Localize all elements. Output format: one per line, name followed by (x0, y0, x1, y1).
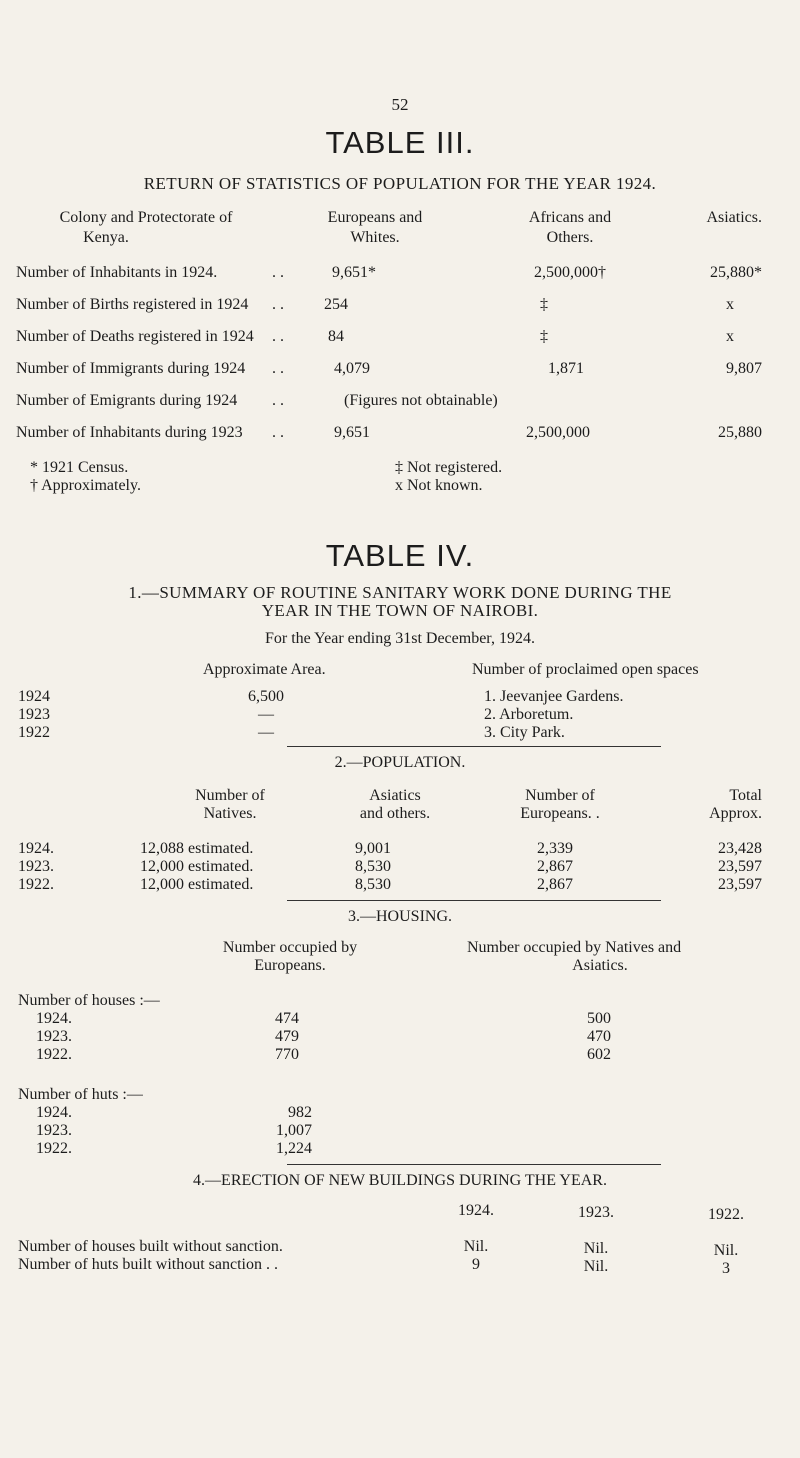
table3-head-europeans: Europeans and (327, 209, 423, 226)
pop-head-total: Total (729, 787, 762, 804)
table3-row-dots: . . (272, 296, 284, 313)
footnote: * 1921 Census. (30, 459, 129, 476)
pop-total: 23,597 (718, 858, 762, 875)
pop-europeans: 2,867 (537, 858, 573, 875)
divider (287, 746, 661, 747)
open-space-item: 2. Arboretum. (484, 706, 574, 723)
table3-row-dots: . . (272, 424, 284, 441)
open-space-item: 3. City Park. (484, 724, 565, 741)
table3-cell-europeans: 9,651 (334, 424, 370, 441)
table3-row-dots: . . (272, 264, 284, 281)
houses-year: 1924. (36, 1010, 72, 1027)
pop-asiatics: 8,530 (355, 858, 391, 875)
footnote: ‡ Not registered. (395, 459, 503, 476)
housing-title: 3.—HOUSING. (348, 908, 452, 925)
table3-row-note: (Figures not obtainable) (344, 392, 498, 409)
table4-heading-line1: 1.—SUMMARY OF ROUTINE SANITARY WORK DONE DURING THE (128, 583, 672, 602)
table3-cell-europeans: 84 (328, 328, 344, 345)
area-value: — (258, 706, 274, 723)
houses-year: 1922. (36, 1046, 72, 1063)
divider (287, 900, 661, 901)
area-year: 1924 (18, 688, 50, 705)
houses-natives: 500 (587, 1010, 611, 1027)
housing-head-europeans: Number occupied by (222, 939, 358, 956)
table3-cell-asiatics: 9,807 (726, 360, 762, 377)
table3-row-label: Number of Emigrants during 1924 (16, 392, 238, 409)
pop-head-asiatics-2: and others. (359, 805, 431, 822)
erection-year: 1922. (708, 1206, 744, 1223)
table4-heading-line2: YEAR IN THE TOWN OF NAIROBI. (261, 601, 539, 620)
table3-row-label: Number of Inhabitants during 1923 (16, 424, 243, 441)
pop-head-asiatics: Asiatics (369, 787, 421, 804)
area-value: 6,500 (248, 688, 284, 705)
pop-europeans: 2,339 (537, 840, 573, 857)
open-spaces-head: Number of proclaimed open spaces (472, 661, 699, 678)
erection-value: 3 (722, 1260, 730, 1277)
huts-europeans: 1,224 (276, 1140, 312, 1157)
houses-europeans: 474 (275, 1010, 299, 1027)
table3-row-label: Number of Immigrants during 1924 (16, 360, 246, 377)
pop-asiatics: 9,001 (355, 840, 391, 857)
table3-row-dots: . . (272, 328, 284, 345)
houses-year: 1923. (36, 1028, 72, 1045)
erection-value: 9 (472, 1256, 480, 1273)
pop-natives: 12,000 estimated. (140, 876, 254, 893)
open-space-item: 1. Jeevanjee Gardens. (484, 688, 624, 705)
table3-head-africans-2: Others. (546, 229, 594, 246)
erection-value: Nil. (463, 1238, 489, 1255)
pop-natives: 12,088 estimated. (140, 840, 254, 857)
housing-head-europeans-2: Europeans. (254, 957, 326, 974)
table3-cell-africans: ‡ (540, 328, 548, 345)
huts-year: 1923. (36, 1122, 72, 1139)
area-head: Approximate Area. (203, 661, 326, 678)
population-title: 2.—POPULATION. (334, 754, 466, 771)
table3-row-dots: . . (272, 360, 284, 377)
pop-year: 1923. (18, 858, 54, 875)
table3-cell-africans: 1,871 (548, 360, 584, 377)
pop-europeans: 2,867 (537, 876, 573, 893)
table3-title: TABLE III. (325, 125, 475, 160)
erection-value: Nil. (583, 1240, 609, 1257)
erection-row-label: Number of houses built without sanction. (18, 1238, 283, 1255)
pop-year: 1924. (18, 840, 54, 857)
houses-europeans: 770 (275, 1046, 299, 1063)
table3-row-label: Number of Births registered in 1924 (16, 296, 249, 313)
divider (287, 1164, 661, 1165)
erection-value: Nil. (713, 1242, 739, 1259)
table4-period: For the Year ending 31st December, 1924. (265, 630, 535, 647)
table3-subtitle: RETURN OF STATISTICS OF POPULATION FOR THE YEAR 1924. (143, 174, 657, 193)
table3-head-colony-2: Kenya. (83, 229, 129, 246)
housing-head-natives: Number occupied by Natives and (467, 939, 682, 956)
pop-total: 23,428 (718, 840, 762, 857)
erection-value: Nil. (583, 1258, 609, 1275)
pop-head-natives-2: Natives. (203, 805, 257, 822)
erection-title: 4.—ERECTION OF NEW BUILDINGS DURING THE YEAR. (193, 1172, 607, 1189)
pop-natives: 12,000 estimated. (140, 858, 254, 875)
table3-row-label: Number of Inhabitants in 1924. (16, 264, 218, 281)
table3-head-africans: Africans and (528, 209, 612, 226)
table3-head-europeans-2: Whites. (350, 229, 400, 246)
area-year: 1923 (18, 706, 50, 723)
pop-head-europeans: Number of (525, 787, 595, 804)
huts-europeans: 982 (288, 1104, 312, 1121)
table4-title: TABLE IV. (325, 538, 475, 573)
housing-head-natives-2: Asiatics. (572, 957, 628, 974)
huts-europeans: 1,007 (276, 1122, 312, 1139)
table3-cell-europeans: 254 (324, 296, 348, 313)
table3-row-label: Number of Deaths registered in 1924 (16, 328, 254, 345)
huts-year: 1922. (36, 1140, 72, 1157)
table3-cell-africans: 2,500,000† (534, 264, 606, 281)
table3-cell-africans: 2,500,000 (526, 424, 590, 441)
footnote: x Not known. (395, 477, 483, 494)
area-value: — (258, 724, 274, 741)
table3-cell-africans: ‡ (540, 296, 548, 313)
huts-label: Number of huts :— (18, 1086, 143, 1103)
table3-cell-asiatics: x (726, 296, 734, 313)
table3-row-dots: . . (272, 392, 284, 409)
table3-cell-asiatics: x (726, 328, 734, 345)
erection-year: 1924. (458, 1202, 494, 1219)
area-year: 1922 (18, 724, 50, 741)
erection-row-label: Number of huts built without sanction . . (18, 1256, 278, 1273)
table3-head-colony: Colony and Protectorate of (59, 209, 233, 226)
table3-cell-europeans: 4,079 (334, 360, 370, 377)
footnote: † Approximately. (30, 477, 141, 494)
pop-year: 1922. (18, 876, 54, 893)
table3-head-asiatics: Asiatics. (706, 209, 762, 226)
table3-cell-asiatics: 25,880 (718, 424, 762, 441)
pop-head-natives: Number of (195, 787, 265, 804)
houses-label: Number of houses :— (18, 992, 160, 1009)
pop-head-europeans-2: Europeans. . (520, 805, 600, 822)
huts-year: 1924. (36, 1104, 72, 1121)
table3-cell-asiatics: 25,880* (710, 264, 762, 281)
pop-asiatics: 8,530 (355, 876, 391, 893)
houses-natives: 602 (587, 1046, 611, 1063)
pop-total: 23,597 (718, 876, 762, 893)
pop-head-total-2: Approx. (709, 805, 762, 822)
houses-natives: 470 (587, 1028, 611, 1045)
table3-cell-europeans: 9,651* (332, 264, 376, 281)
houses-europeans: 479 (275, 1028, 299, 1045)
erection-year: 1923. (578, 1204, 614, 1221)
page-number: 52 (391, 95, 409, 114)
